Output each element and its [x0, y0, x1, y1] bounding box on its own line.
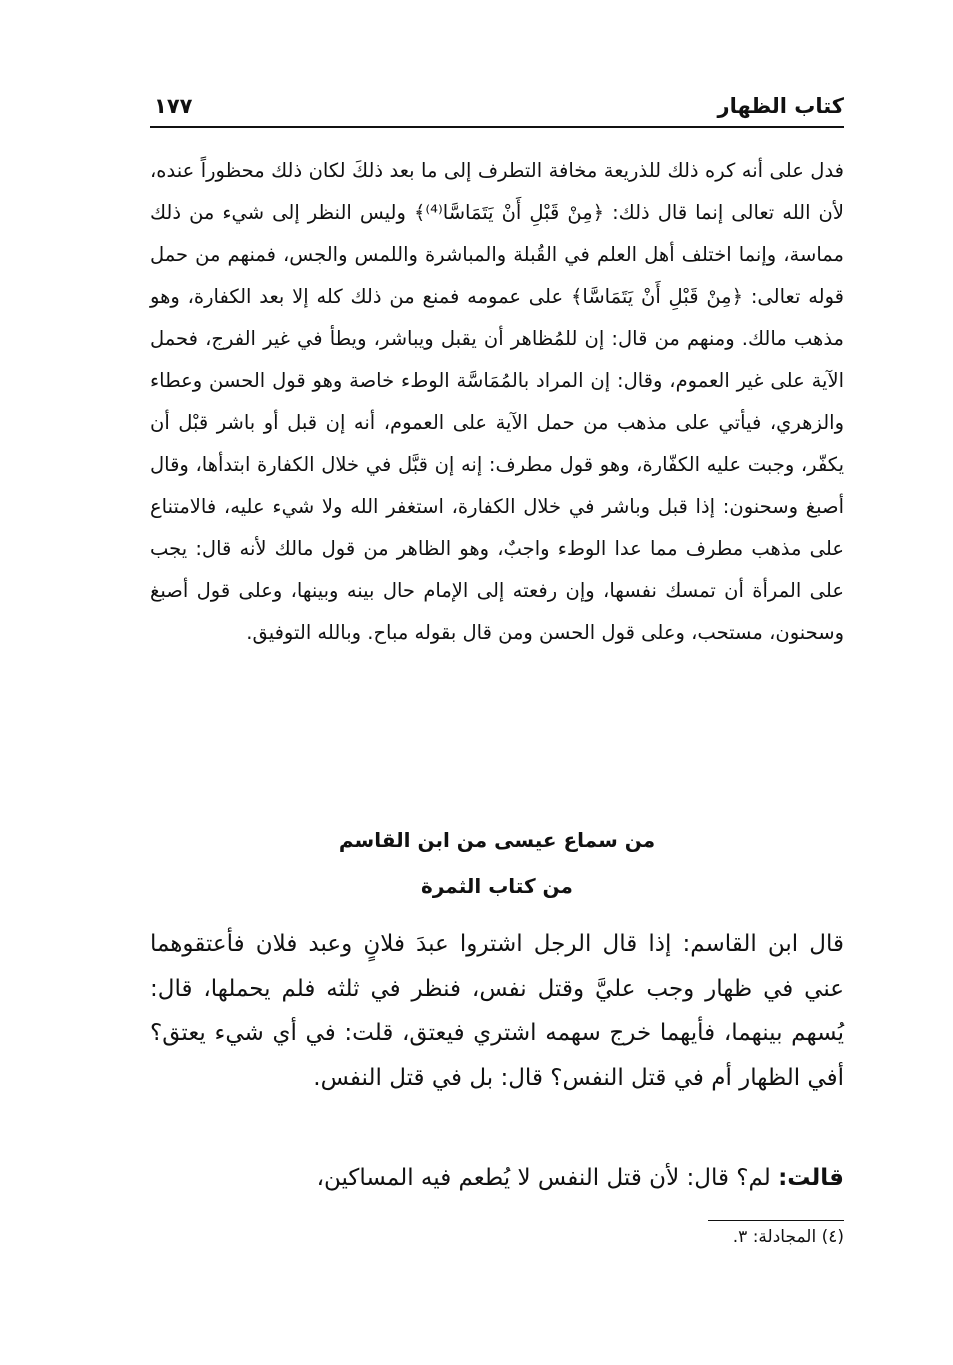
section-heading: من سماع عيسى من ابن القاسم	[338, 828, 656, 852]
commentary-paragraph: فدل على أنه كره ذلك للذريعة مخافة التطرف إلى ما بعد ذلكَ لكان ذلك محظوراً عنده، لأن الله تعالى إنما قال ذلك: ﴿مِنْ قَبْلِ أَنْ يَتَمَاسَّا⁽⁴⁾﴾ وليس النظر إلى شيء من ذلك مماسة، وإنما اختلف أهل العلم في القُبلة والمباشرة واللمس والجس، فمنهم من حمل قوله تعالى: ﴿مِنْ قَبْلِ أَنْ يَتَمَاسَّا﴾ على عمومه فمنع من ذلك كله إلا بعد الكفارة، وهو مذهب مالك. ومنهم من قال: إن للمُظاهر أن يقبل ويباشر، ويطأ في غير الفرج، فحمل الآية على غير العموم، وقال: إن المراد بالمُمَاسَّة الوطء خاصة وهو قول الحسن وعطاء والزهري، فيأتي على مذهب من حمل الآية على العموم، أنه إن قبل أو باشر قبْل أن يكفّر، وجبت عليه الكفّارة، وهو قول مطرف: إنه إن قبَّل في خلال الكفارة ابتدأها، وقال أصبغ وسحنون: إذا قبل وباشر في خلال الكفارة، استغفر الله ولا شيء عليه، فالامتناع على مذهب مطرف مما عدا الوطء واجبٌ، وهو الظاهر من قول مالك لأنه قال: يجب على المرأة أن تمسك نفسها، وإن رفعته إلى الإمام حال بينه وبينها، وعلى قول أصبغ وسحنون، مستحب، وعلى قول الحسن ومن قال بقوله مباح. وبالله التوفيق.	[150, 159, 844, 644]
text-paragraph-continued	[150, 1156, 844, 1200]
paragraph-text: لم؟ قال: لأن قتل النفس لا يُطعم فيه المساكين،	[316, 1165, 771, 1191]
chapter-title: كتاب الظهار	[717, 94, 844, 118]
section-subheading: من كتاب الثمرة	[421, 874, 573, 898]
running-header	[150, 92, 844, 128]
speaker-label: قالت:	[778, 1165, 844, 1191]
footnote-divider	[708, 1220, 844, 1221]
page-number: ١٧٧	[154, 94, 193, 118]
text-paragraph: قال ابن القاسم: إذا قال الرجل اشتروا عبدَ فلانٍ وعبد فلان فأعتقوهما عني في ظهار وجب عليَّ وقتل نفس، فنظر في ثلثه فلم يحملها، قال: يُسهم بينهما، فأيهما خرج سهمه اشتري فيعتق، قلت: في أي شيء يعتق؟ أفي الظهار أم في قتل النفس؟ قال: بل في قتل النفس.	[150, 931, 844, 1091]
footnote: (٤) المجادلة: ٣.	[732, 1227, 844, 1247]
